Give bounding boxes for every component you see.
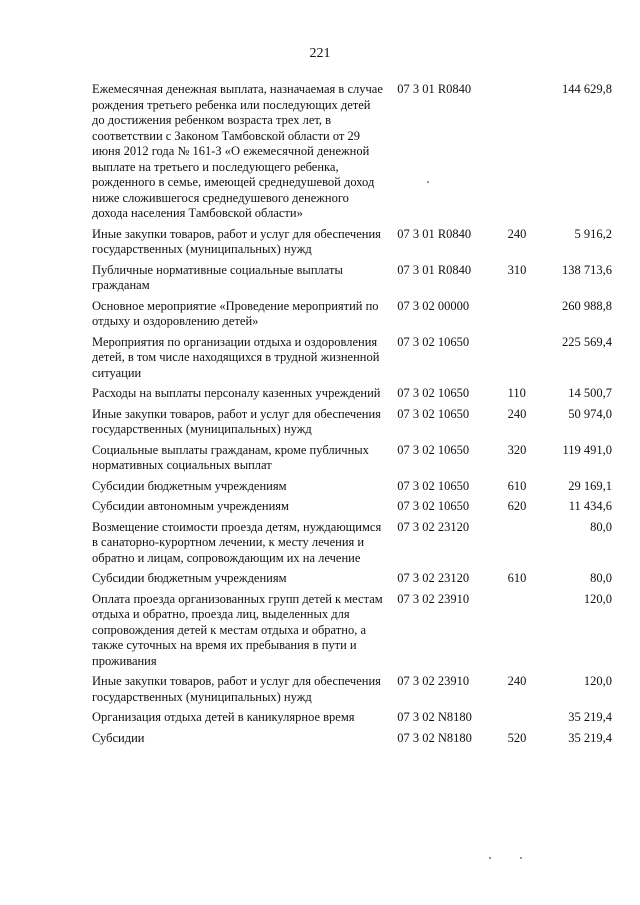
amount: 144 629,8 xyxy=(562,82,612,96)
scan-speck xyxy=(427,181,429,183)
expense-name: Субсидии xyxy=(92,730,145,745)
expense-type-code: 610 xyxy=(507,478,527,493)
target-article-code: 07 3 02 N8180 xyxy=(397,710,472,724)
amount: 11 434,6 xyxy=(568,499,612,513)
expense-name: Возмещение стоимости проезда детям, нуждающимся в санаторно-курортном лечении, к месту лечения и обратно и лицам, сопровождающим их на лечение xyxy=(92,519,382,565)
amount: 80,0 xyxy=(590,571,612,585)
table-row xyxy=(92,474,612,495)
table-row xyxy=(92,566,612,587)
expense-name: Организация отдыха детей в каникулярное время xyxy=(92,710,355,724)
expense-name: Иные закупки товаров, работ и услуг для обеспечения государственных (муниципальных) нужд xyxy=(92,406,381,436)
amount: 260 988,8 xyxy=(562,298,612,313)
expense-name: Иные закупки товаров, работ и услуг для обеспечения государственных (муниципальных) нужд xyxy=(92,226,381,256)
amount: 138 713,6 xyxy=(562,262,612,277)
expense-type-code xyxy=(508,705,538,726)
amount: 225 569,4 xyxy=(562,334,612,349)
target-article-code: 07 3 02 10650 xyxy=(397,499,470,513)
amount: 119 491,0 xyxy=(562,442,612,457)
amount: 35 219,4 xyxy=(568,730,612,745)
expense-name: Мероприятия по организации отдыха и оздоровления детей, в том числе находящихся в трудной жизненной ситуации xyxy=(92,334,380,380)
expense-type-code: 610 xyxy=(507,571,527,585)
target-article-code: 07 3 02 N8180 xyxy=(397,730,472,745)
table-row xyxy=(92,669,612,705)
expense-name: Иные закупки товаров, работ и услуг для обеспечения государственных (муниципальных) нужд xyxy=(92,674,381,704)
expense-type-code: 320 xyxy=(507,442,527,457)
expense-name: Основное мероприятие «Проведение мероприятий по отдыху и оздоровлению детей» xyxy=(92,298,379,328)
table-row xyxy=(92,82,612,222)
table-row xyxy=(92,515,612,567)
expense-type-code: 520 xyxy=(507,730,527,745)
target-article-code: 07 3 02 10650 xyxy=(397,478,470,493)
expense-type-code xyxy=(508,330,538,382)
scan-speck xyxy=(489,857,491,859)
target-article-code: 07 3 01 R0840 xyxy=(397,262,472,277)
target-article-code: 07 3 02 23120 xyxy=(397,519,470,534)
expense-type-code: 620 xyxy=(507,499,527,513)
amount: 5 916,2 xyxy=(574,226,612,241)
expense-type-code: 310 xyxy=(507,262,527,277)
expense-type-code xyxy=(508,294,538,330)
amount: 29 169,1 xyxy=(568,478,612,493)
expense-type-code: 240 xyxy=(507,406,527,421)
expense-type-code xyxy=(508,82,538,222)
table-row xyxy=(92,294,612,330)
amount: 50 974,0 xyxy=(568,406,612,421)
table-row xyxy=(92,705,612,726)
target-article-code: 07 3 02 23910 xyxy=(397,674,470,688)
target-article-code: 07 3 02 10650 xyxy=(397,386,470,400)
target-article-code: 07 3 02 10650 xyxy=(397,442,470,457)
target-article-code: 07 3 02 10650 xyxy=(397,406,470,421)
table-row xyxy=(92,438,612,474)
target-article-code: 07 3 02 00000 xyxy=(397,298,470,313)
table-row xyxy=(92,330,612,382)
table-row xyxy=(92,258,612,294)
expense-name: Социальные выплаты гражданам, кроме публичных нормативных социальных выплат xyxy=(92,442,369,472)
expense-type-code: 110 xyxy=(507,386,526,400)
table-row xyxy=(92,381,612,402)
amount: 35 219,4 xyxy=(568,710,612,724)
table-row xyxy=(92,222,612,258)
table-row xyxy=(92,587,612,670)
budget-table xyxy=(92,82,612,746)
expense-name: Субсидии бюджетным учреждениям xyxy=(92,571,287,585)
amount: 14 500,7 xyxy=(568,386,612,400)
expense-name: Субсидии автономным учреждениям xyxy=(92,499,289,513)
table-row xyxy=(92,494,612,515)
expense-type-code xyxy=(508,515,538,567)
expense-type-code xyxy=(508,587,538,670)
amount: 120,0 xyxy=(583,674,612,688)
expense-type-code: 240 xyxy=(507,674,527,688)
target-article-code: 07 3 01 R0840 xyxy=(397,82,472,96)
target-article-code: 07 3 02 10650 xyxy=(397,334,470,349)
table-row xyxy=(92,402,612,438)
expense-name: Ежемесячная денежная выплата, назначаемая в случае рождения третьего ребенка или последующих детей до достижения ребенком возраста трех лет, в соответствии с Законом Тамбовской области от 29 июня 2012 года № 161-З «О ежемесячной денежной выплате на третьего и последующего ребенка, рожденного в семье, имеющей среднедушевой доход ниже сложившегося среднедушевого денежного дохода населения Тамбовской области» xyxy=(92,82,383,220)
expense-name: Субсидии бюджетным учреждениям xyxy=(92,478,287,493)
target-article-code: 07 3 02 23910 xyxy=(397,591,470,606)
expense-name: Расходы на выплаты персоналу казенных учреждений xyxy=(92,386,381,400)
target-article-code: 07 3 02 23120 xyxy=(397,571,470,585)
expense-name: Оплата проезда организованных групп детей к местам отдыха и обратно, проезда лиц, выделенных для сопровождения детей к местам отдыха и обратно, а также суточных на время их пребывания в пути и проживания xyxy=(92,591,383,668)
table-row xyxy=(92,726,612,747)
scan-speck xyxy=(520,857,522,859)
target-article-code: 07 3 01 R0840 xyxy=(397,226,472,241)
expense-type-code: 240 xyxy=(507,226,527,241)
expense-name: Публичные нормативные социальные выплаты гражданам xyxy=(92,262,343,292)
page-number: 221 xyxy=(309,46,331,61)
amount: 120,0 xyxy=(583,591,612,606)
amount: 80,0 xyxy=(590,519,612,534)
